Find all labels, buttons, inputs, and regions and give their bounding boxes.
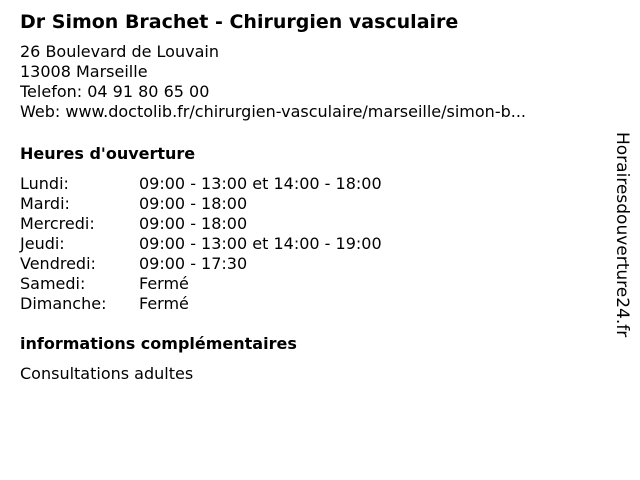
hours-row-monday	[20, 174, 600, 194]
day-label: Dimanche:	[20, 294, 107, 313]
day-label: Lundi:	[20, 174, 69, 193]
day-hours: Fermé	[139, 294, 189, 313]
hours-row-thursday	[20, 234, 600, 254]
site-brand-watermark	[600, 132, 640, 372]
address-line-city: 13008 Marseille	[20, 62, 148, 81]
day-label: Mercredi:	[20, 214, 95, 233]
day-hours: 09:00 - 18:00	[139, 194, 248, 213]
day-hours: 09:00 - 18:00	[139, 214, 248, 233]
hours-row-saturday	[20, 274, 600, 294]
address-line-street: 26 Boulevard de Louvain	[20, 42, 219, 61]
day-label: Vendredi:	[20, 254, 96, 273]
hours-row-friday	[20, 254, 600, 274]
day-hours: 09:00 - 13:00 et 14:00 - 18:00	[139, 174, 382, 193]
phone-line: Telefon: 04 91 80 65 00	[20, 82, 210, 101]
hours-row-sunday	[20, 294, 600, 314]
day-hours: Fermé	[139, 274, 189, 293]
page-title: Dr Simon Brachet - Chirurgien vasculaire	[20, 11, 459, 33]
listing-card	[20, 10, 600, 384]
opening-hours-table	[20, 174, 600, 314]
additional-info-text: Consultations adultes	[20, 364, 194, 383]
day-label: Samedi:	[20, 274, 86, 293]
additional-info-heading: informations complémentaires	[20, 334, 297, 353]
site-brand-text: Horairesdouverture24.fr	[612, 132, 632, 338]
hours-row-wednesday	[20, 214, 600, 234]
website-link[interactable]: Web: www.doctolib.fr/chirurgien-vasculaire/marseille/simon-b...	[20, 102, 527, 121]
day-hours: 09:00 - 13:00 et 14:00 - 19:00	[139, 234, 382, 253]
hours-row-tuesday	[20, 194, 600, 214]
opening-hours-heading: Heures d'ouverture	[20, 144, 196, 163]
day-label: Mardi:	[20, 194, 70, 213]
day-label: Jeudi:	[20, 234, 65, 253]
day-hours: 09:00 - 17:30	[139, 254, 248, 273]
